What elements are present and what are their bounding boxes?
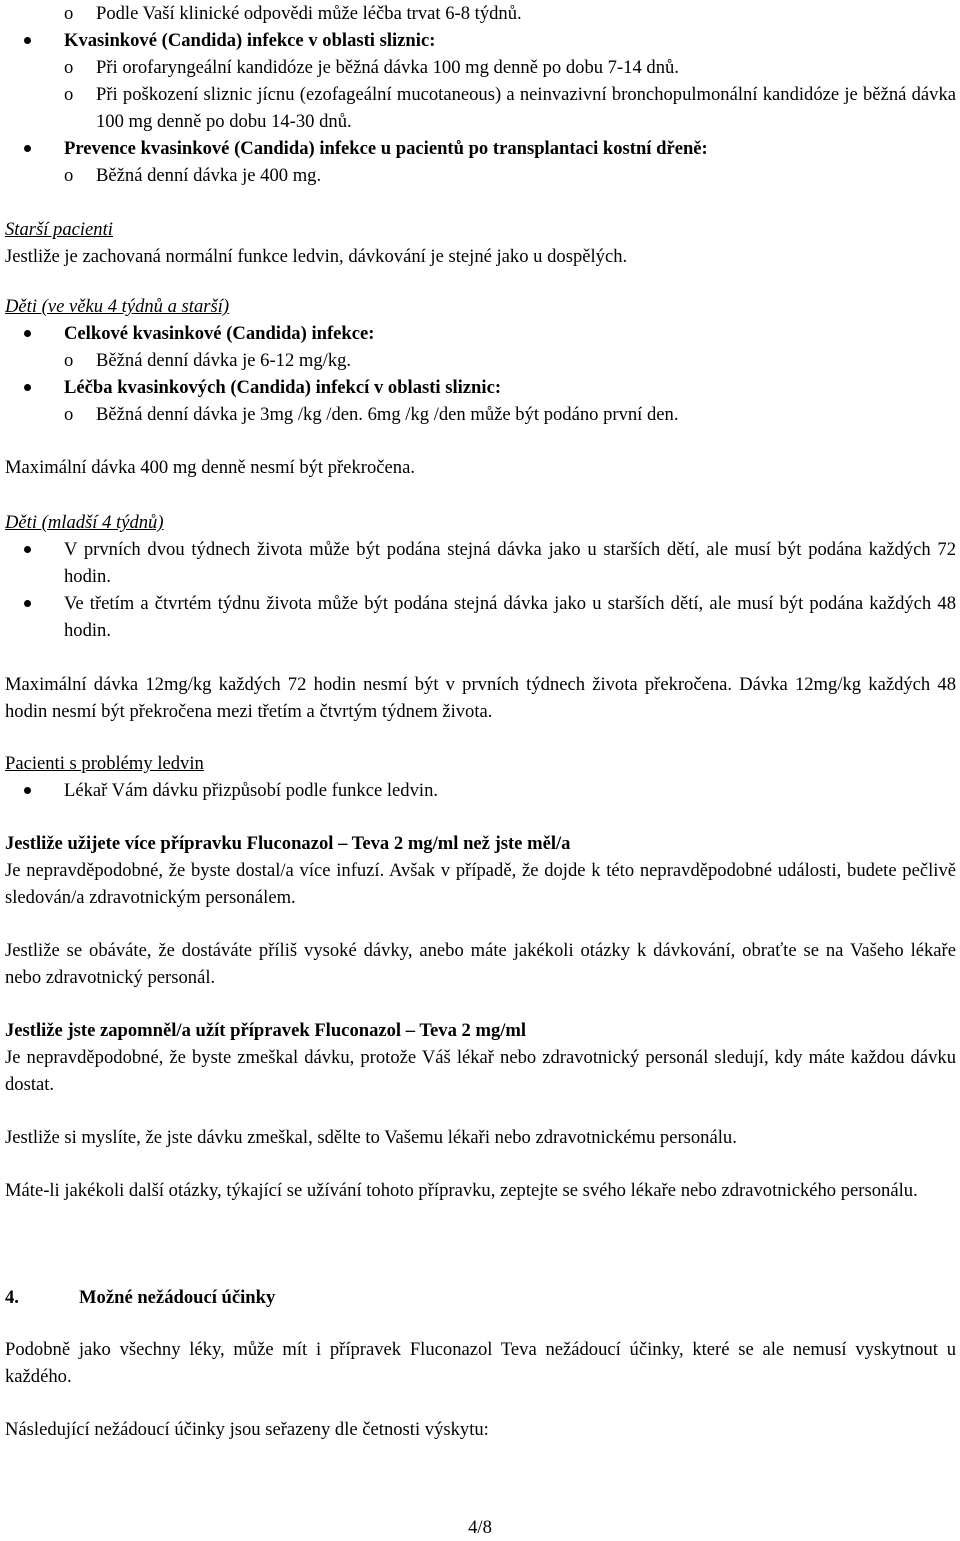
mucosal-list-item (5, 27, 956, 135)
circle-bullet-icon: o (64, 57, 74, 78)
sub-list-item (5, 347, 956, 374)
bullet-icon (24, 145, 31, 152)
section-4-text-2: Následující nežádoucí účinky jsou seřazeny dle četnosti výskytu: (5, 1419, 489, 1440)
overdose-heading: Jestliže užijete více přípravku Fluconazol – Teva 2 mg/ml než jste měl/a (5, 833, 571, 854)
children-systemic-heading: Celkové kvasinkové (Candida) infekce: (64, 323, 375, 344)
children-list-item (5, 374, 956, 428)
kidney-list (5, 777, 956, 804)
infants-item-text: V prvních dvou týdnech života může být podána stejná dávka jako u starších dětí, ale musí být podána každých 72 hodin. (64, 539, 956, 587)
children-mucosal-heading: Léčba kvasinkových (Candida) infekcí v oblasti sliznic: (64, 377, 502, 398)
bullet-icon (24, 330, 31, 337)
sub-list-item (5, 162, 956, 189)
circle-bullet-icon: o (64, 404, 74, 425)
bullet-icon (24, 37, 31, 44)
section-4-heading (5, 1284, 276, 1311)
kidney-heading: Pacienti s problémy ledvin (5, 753, 204, 774)
sub-item-text: Při orofaryngeální kandidóze je běžná dávka 100 mg denně po dobu 7-14 dnů. (96, 57, 679, 78)
bullet-icon (24, 787, 31, 794)
section-4-text: Podobně jako všechny léky, může mít i přípravek Fluconazol Teva nežádoucí účinky, které se ale nemusí vyskytnout u každého. (5, 1339, 956, 1387)
elderly-heading: Starší pacienti (5, 219, 113, 240)
sub-item-text: Běžná denní dávka je 3mg /kg /den. 6mg /kg /den může být podáno první den. (96, 404, 679, 425)
infants-list-item (5, 590, 956, 644)
sub-item-text: Běžná denní dávka je 400 mg. (96, 165, 322, 186)
circle-bullet-icon: o (64, 3, 74, 24)
prevention-heading: Prevence kvasinkové (Candida) infekce u pacientů po transplantaci kostní dřeně: (64, 138, 708, 159)
children-heading: Děti (ve věku 4 týdnů a starší) (5, 296, 230, 317)
section-number: 4. (5, 1287, 19, 1308)
page-number: 4/8 (468, 1517, 492, 1538)
infants-list (5, 536, 956, 644)
children-list (5, 320, 956, 428)
mucosal-list (5, 27, 956, 135)
missed-dose-text-2: Jestliže si myslíte, že jste dávku zmeškal, sdělte to Vašemu lékaři nebo zdravotnickému personálu. (5, 1127, 737, 1148)
missed-dose-text-3: Máte-li jakékoli další otázky, týkající se užívání tohoto přípravku, zeptejte se svého lékaře nebo zdravotnického personálu. (5, 1180, 918, 1201)
overdose-text: Je nepravděpodobné, že byste dostal/a více infuzí. Avšak v případě, že dojde k této nepravděpodobné události, budete pečlivě sledován/a zdravotnickým personálem. (5, 860, 956, 908)
prevention-list (5, 135, 956, 189)
sub-item-text: Při poškození sliznic jícnu (ezofageální mucotaneous) a neinvazivní bronchopulmonální kandidóze je běžná dávka 100 mg denně po dobu 14-30 dnů. (96, 84, 956, 132)
overdose-text-2: Jestliže se obáváte, že dostáváte příliš vysoké dávky, anebo máte jakékoli otázky k dávkování, obraťte se na Vašeho lékaře nebo zdravotnický personál. (5, 940, 956, 988)
bullet-icon (24, 384, 31, 391)
intro-list-item (5, 0, 956, 27)
elderly-text: Jestliže je zachovaná normální funkce ledvin, dávkování je stejné jako u dospělých. (5, 246, 628, 267)
prevention-list-item (5, 135, 956, 189)
sub-list-item (5, 0, 956, 27)
circle-bullet-icon: o (64, 84, 74, 105)
sub-item-text: Běžná denní dávka je 6-12 mg/kg. (96, 350, 352, 371)
section-title: Možné nežádoucí účinky (79, 1287, 276, 1308)
sub-list-item (5, 81, 956, 135)
bullet-icon (24, 600, 31, 607)
children-list-item (5, 320, 956, 374)
intro-list (5, 0, 956, 27)
infants-list-item (5, 536, 956, 590)
circle-bullet-icon: o (64, 165, 74, 186)
missed-dose-heading: Jestliže jste zapomněl/a užít přípravek Fluconazol – Teva 2 mg/ml (5, 1020, 527, 1041)
kidney-item-text: Lékař Vám dávku přizpůsobí podle funkce ledvin. (64, 780, 439, 801)
missed-dose-text: Je nepravděpodobné, že byste zmeškal dávku, protože Váš lékař nebo zdravotnický personál sledují, kdy máte každou dávku dostat. (5, 1047, 956, 1095)
infants-heading: Děti (mladší 4 týdnů) (5, 512, 164, 533)
sub-item-text: Podle Vaší klinické odpovědi může léčba trvat 6-8 týdnů. (96, 3, 522, 24)
kidney-list-item (5, 777, 956, 804)
circle-bullet-icon: o (64, 350, 74, 371)
bullet-icon (24, 546, 31, 553)
sub-list-item (5, 54, 956, 81)
children-max-dose: Maximální dávka 400 mg denně nesmí být překročena. (5, 457, 415, 478)
sub-list-item (5, 401, 956, 428)
infants-max-dose: Maximální dávka 12mg/kg každých 72 hodin nesmí být v prvních týdnech života překročena. Dávka 12mg/kg každých 48 hodin nesmí být překročena mezi třetím a čtvrtým týdnem života. (5, 674, 956, 722)
infants-item-text: Ve třetím a čtvrtém týdnu života může být podána stejná dávka jako u starších dětí, ale musí být podána každých 48 hodin. (64, 593, 956, 641)
mucosal-heading: Kvasinkové (Candida) infekce v oblasti sliznic: (64, 30, 436, 51)
